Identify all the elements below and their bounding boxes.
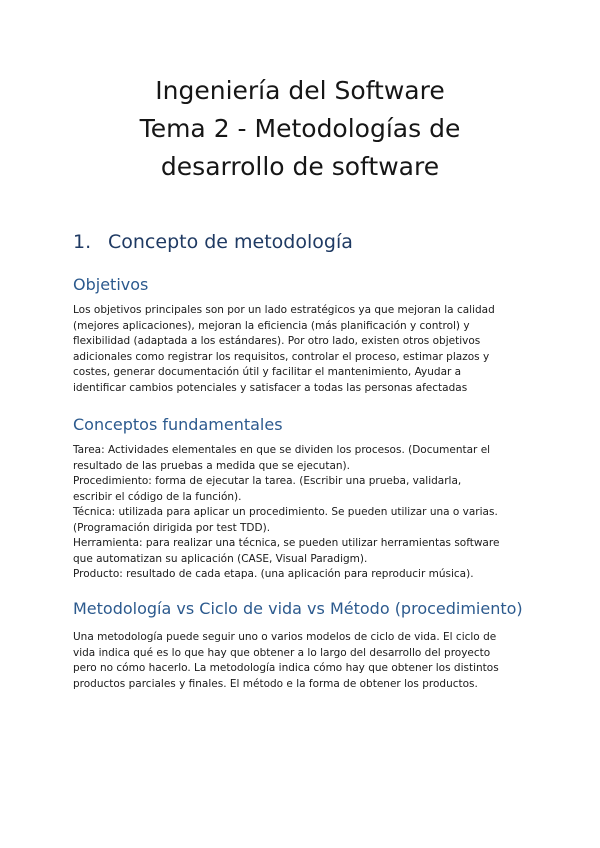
paragraph-line: vida indica qué es lo que hay que obtener a lo largo del desarrollo del proyecto	[73, 646, 491, 659]
paragraph-line: (mejores aplicaciones), mejoran la eficiencia (más planificación y control) y	[73, 319, 470, 332]
title-line-1: Ingeniería del Software	[155, 76, 445, 105]
section-1-number: 1.	[73, 231, 92, 253]
paragraph-line: que automatizan su aplicación (CASE, Visual Paradigm).	[73, 552, 368, 565]
paragraph-line: Los objetivos principales son por un lado estratégicos ya que mejoran la calidad	[73, 304, 495, 316]
paragraph-line: (Programación dirigida por test TDD).	[73, 521, 271, 534]
paragraph-line: Producto: resultado de cada etapa. (una aplicación para reproducir música).	[73, 568, 474, 580]
paragraph-line: productos parciales y finales. El método e la forma de obtener los productos.	[73, 677, 478, 690]
section-1-heading	[73, 228, 353, 256]
objetivos-heading: Objetivos	[73, 275, 149, 294]
paragraph-line: flexibilidad (adaptada a los estándares). Por otro lado, existen otros objetivos	[73, 335, 481, 347]
section-1-title: Concepto de metodología	[108, 231, 353, 253]
paragraph-line: Procedimiento: forma de ejecutar la tarea. (Escribir una prueba, validarla,	[73, 475, 462, 487]
title-line-2: Tema 2 - Metodologías de	[139, 114, 461, 143]
paragraph-line: resultado de las pruebas a medida que se ejecutan).	[73, 459, 350, 472]
paragraph-line: escribir el código de la función).	[73, 490, 242, 503]
conceptos-paragraph	[73, 443, 533, 583]
objetivos-paragraph	[73, 303, 533, 396]
metodologia-heading: Metodología vs Ciclo de vida vs Método (procedimiento)	[73, 599, 523, 618]
metodologia-paragraph	[73, 630, 533, 692]
conceptos-heading: Conceptos fundamentales	[73, 415, 283, 434]
paragraph-line: adicionales como registrar los requisitos, controlar el proceso, estimar plazos y	[73, 350, 490, 363]
document-title	[0, 72, 600, 186]
paragraph-line: Una metodología puede seguir uno o varios modelos de ciclo de vida. El ciclo de	[73, 631, 497, 643]
paragraph-line: identificar cambios potenciales y satisfacer a todas las personas afectadas	[73, 381, 468, 394]
paragraph-line: pero no cómo hacerlo. La metodología indica cómo hay que obtener los distintos	[73, 662, 499, 674]
paragraph-line: costes, generar documentación útil y facilitar el mantenimiento, Ayudar a	[73, 366, 462, 378]
paragraph-line: Herramienta: para realizar una técnica, se pueden utilizar herramientas software	[73, 537, 500, 549]
title-line-3: desarrollo de software	[160, 152, 440, 181]
paragraph-line: Técnica: utilizada para aplicar un procedimiento. Se pueden utilizar una o varias.	[73, 506, 498, 518]
paragraph-line: Tarea: Actividades elementales en que se dividen los procesos. (Documentar el	[73, 444, 491, 456]
